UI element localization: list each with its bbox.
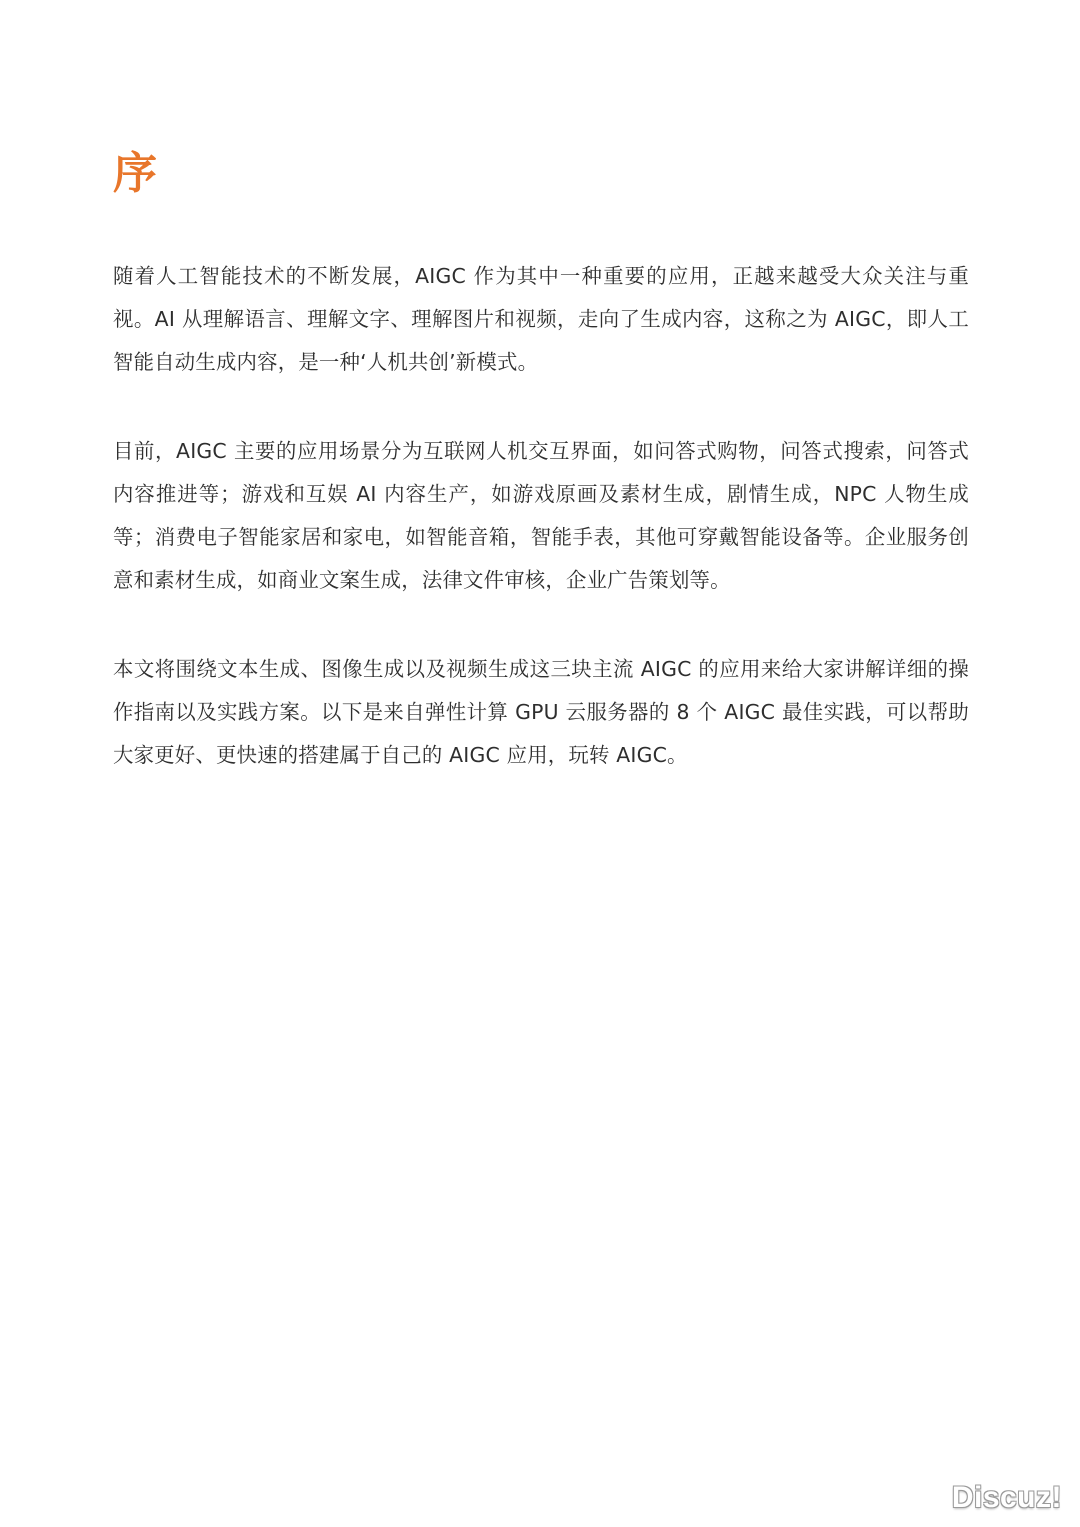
- body-paragraph-2: 目前，AIGC 主要的应用场景分为互联网人机交互界面，如问答式购物，问答式搜索，问答式内容推进等；游戏和互娱 AI 内容生产，如游戏原画及素材生成，剧情生成，NPC 人物生成等；消费电子智能家居和家电，如智能音箱，智能手表，其他可穿戴智能设备等。企业服务创意和素材生成，如商业文案生成，法律文件审核，企业广告策划等。: [113, 439, 969, 592]
- page-title: 序: [113, 148, 157, 199]
- body-paragraph-3: 本文将围绕文本生成、图像生成以及视频生成这三块主流 AIGC 的应用来给大家讲解详细的操作指南以及实践方案。以下是来自弹性计算 GPU 云服务器的 8 个 AIGC 最佳实践，可以帮助大家更好、更快速的搭建属于自己的 AIGC 应用，玩转 AIGC。: [113, 657, 969, 767]
- discuz-watermark: Discuz!: [951, 1481, 1062, 1514]
- body-paragraph-1: 随着人工智能技术的不断发展，AIGC 作为其中一种重要的应用，正越来越受大众关注与重视。AI 从理解语言、理解文字、理解图片和视频，走向了生成内容，这称之为 AIGC，即人工智能自动生成内容，是一种‘人机共创’新模式。: [113, 264, 969, 374]
